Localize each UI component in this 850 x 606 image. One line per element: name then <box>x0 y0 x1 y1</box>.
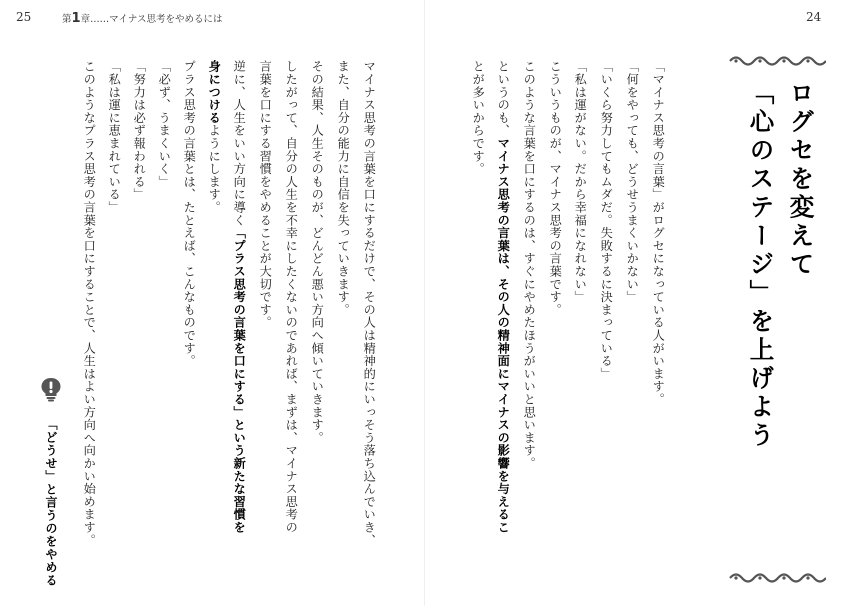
page-gutter <box>424 0 425 606</box>
left-body-line: その結果、人生そのものが、どんどん悪い方向へ傾いていきます。 <box>310 60 325 444</box>
right-page-number: 24 <box>806 10 822 24</box>
heading-line-1: ログセを変えて <box>786 80 816 280</box>
left-page-number: 25 <box>16 10 32 24</box>
left-body-line: このようなプラス思考の言葉を口にすることで、人生はよい方向へ向かい始めます。 <box>82 60 97 547</box>
left-body-line: したがって、自分の人生を不幸にしたくないのであれば、まずは、マイナス思考の <box>284 60 299 534</box>
right-body-line: とが多いからです。 <box>471 60 486 176</box>
chapter-number: 1 <box>71 11 81 26</box>
left-body-line: 身につけるようにします。 <box>207 60 222 214</box>
left-body-line: 逆に、人生をいい方向に導く「プラス思考の言葉を口にする」という新たな習慣を <box>232 60 247 534</box>
right-body-line: 「私は運がない。だから幸福になれない」 <box>573 60 588 304</box>
running-head <box>62 11 223 26</box>
right-body-line: 「いくら努力してもムダだ。失敗するに決まっている」 <box>599 60 614 380</box>
right-body-line: こういうものが、マイナス思考の言葉です。 <box>548 60 563 316</box>
right-body-line: というのも、マイナス思考の言葉は、その人の精神面にマイナスの影響を与えるこ <box>496 60 511 534</box>
chapter-prefix: 第 <box>62 14 72 25</box>
right-body-line: このような言葉を口にするのは、すぐにやめたほうがいいと思います。 <box>522 60 537 470</box>
chapter-title: ……マイナス思考をやめるには <box>90 14 223 25</box>
side-heading: 「どうせ」と言うのをやめる <box>44 418 58 587</box>
left-body-line: また、自分の能力に自信を失っていきます。 <box>336 60 351 316</box>
ornament-top-icon <box>728 54 826 68</box>
left-body-line: マイナス思考の言葉を口にするだけで、その人は精神的にいっそう落ち込んでいき、 <box>362 60 377 547</box>
left-body-line: 「努力は必ず報われる」 <box>132 60 147 201</box>
ornament-bottom-icon <box>728 571 826 585</box>
left-body-line: プラス思考の言葉とは、たとえば、こんなものです。 <box>182 60 197 368</box>
left-body-line: 「私は運に恵まれている」 <box>107 60 122 214</box>
left-body-line: 言葉を口にする習慣をやめることが大切です。 <box>258 60 273 329</box>
heading-line-2: 「心のステージ」を上げよう <box>746 80 776 451</box>
right-body-line: 「マイナス思考の言葉」がログセになっている人がいます。 <box>651 60 666 406</box>
lightbulb-exclamation-icon <box>38 376 64 402</box>
chapter-suffix: 章 <box>80 14 91 25</box>
right-body-line: 「何をやっても、どうせうまくいかない」 <box>625 60 640 304</box>
left-body-line: 「必ず、うまくいく」 <box>157 60 172 188</box>
